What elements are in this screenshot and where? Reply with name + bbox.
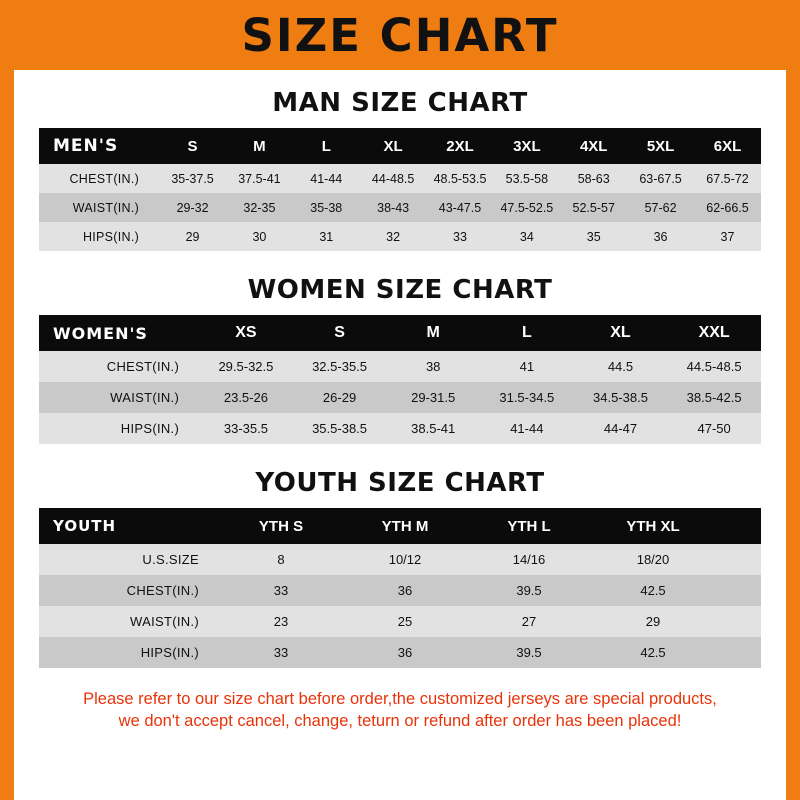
section-title-man: MAN SIZE CHART [272,88,528,118]
table-row [39,575,761,606]
table-row [39,222,761,251]
table-cell: 36 [653,229,668,244]
table-header-row [39,315,761,351]
table-header-cell: WOMEN'S [53,323,148,343]
table-row [39,413,761,444]
table-cell: 34.5-38.5 [593,390,648,405]
table-cell: 32-35 [243,200,276,215]
table-cell: 63-67.5 [639,171,682,186]
table-cell: 44-48.5 [371,171,415,186]
footer-note-line-2: we don't accept cancel, change, teturn or refund after order has been placed! [118,712,682,731]
table-cell: 67.5-72 [706,171,749,186]
table-cell: 35-37.5 [171,171,214,186]
table-header-cell: M [253,137,266,155]
table-header-cell: YOUTH [53,517,117,535]
row-label: CHEST(IN.) [106,359,180,374]
section-women [22,275,778,444]
row-label: HIPS(IN.) [140,645,199,660]
table-women [39,315,761,444]
table-row [39,637,761,668]
table-cell: 33 [453,229,467,244]
table-cell: 42.5 [640,645,666,660]
table-cell: 44.5-48.5 [686,359,742,374]
table-cell: 29-32 [176,200,209,215]
table-men [39,128,761,251]
table-header-spacer [715,508,761,544]
table-header-cell: 5XL [646,137,675,155]
table-cell: 39.5 [516,583,542,598]
row-label: HIPS(IN.) [82,229,140,244]
table-row [39,164,761,193]
table-cell: 34 [519,229,534,244]
table-header-cell: YTH S [258,517,304,535]
page-title: SIZE CHART [241,8,559,62]
table-cell: 37 [720,229,735,244]
table-cell: 47.5-52.5 [500,200,554,215]
row-label: U.S.SIZE [142,552,199,567]
table-cell: 39.5 [516,645,542,660]
table-cell: 23 [273,614,289,629]
section-youth [22,468,778,668]
table-cell: 35.5-38.5 [312,421,368,436]
table-cell: 37.5-41 [238,171,281,186]
table-cell: 30 [252,229,267,244]
table-cell: 44.5 [607,359,634,374]
table-cell: 25 [397,614,413,629]
row-label: WAIST(IN.) [130,614,199,629]
table-cell: 10/12 [388,552,422,567]
table-header-cell: 3XL [513,137,541,155]
table-cell: 29-31.5 [411,390,456,405]
table-header-cell: 6XL [713,137,742,155]
table-cell: 48.5-53.5 [433,171,487,186]
table-cell: 57-62 [644,200,677,215]
table-row [39,351,761,382]
table-header-cell: S [334,324,345,341]
table-cell: 47-50 [697,421,731,436]
table-cell: 35-38 [310,200,343,215]
row-label: HIPS(IN.) [120,421,180,436]
table-cell: 14/16 [512,552,546,567]
table-cell: 35 [586,229,601,244]
table-cell: 32.5-35.5 [312,359,368,374]
table-cell: 31 [319,229,334,244]
section-title-women: WOMEN SIZE CHART [247,275,553,305]
table-cell: 33-35.5 [223,421,268,436]
table-cell: 33 [273,645,289,660]
table-cell: 38 [425,359,441,374]
table-header-cell: S [187,137,198,155]
footer-note-line-1: Please refer to our size chart before order,the customized jerseys are special products, [83,690,717,708]
table-header-cell: L [521,324,532,341]
table-cell: 38.5-42.5 [686,390,742,405]
table-cell: 32 [386,229,401,244]
table-cell: 33 [273,583,289,598]
table-cell-spacer [715,637,761,668]
table-header-cell: MEN'S [53,136,119,156]
table-header-cell: YTH M [381,517,429,535]
section-title-youth: YOUTH SIZE CHART [255,468,545,498]
table-row [39,544,761,575]
table-cell: 27 [521,614,537,629]
table-header-cell: XL [610,324,631,341]
table-header-row [39,128,761,164]
row-label: WAIST(IN.) [72,200,140,215]
table-cell: 29 [185,229,200,244]
table-row [39,382,761,413]
table-header-cell: 4XL [579,137,608,155]
table-cell: 31.5-34.5 [499,390,555,405]
table-cell: 29 [645,614,661,629]
table-row [39,193,761,222]
table-cell-spacer [715,575,761,606]
table-cell: 18/20 [636,552,670,567]
row-label: CHEST(IN.) [69,171,140,186]
table-header-cell: YTH XL [626,517,680,535]
page-banner [0,0,800,70]
table-cell: 36 [397,583,413,598]
table-cell: 38.5-41 [411,421,456,436]
table-cell: 8 [277,552,285,567]
table-cell: 58-63 [577,171,610,186]
table-header-cell: M [426,324,440,341]
table-cell: 42.5 [640,583,666,598]
table-cell: 41-44 [310,171,343,186]
table-header-cell: L [321,137,331,155]
table-cell: 62-66.5 [706,200,749,215]
table-header-cell: XL [383,137,403,155]
table-header-cell: XS [235,324,257,341]
table-cell: 52.5-57 [572,200,615,215]
table-cell: 41-44 [510,421,544,436]
table-cell-spacer [715,544,761,575]
table-cell: 41 [519,359,535,374]
table-cell: 43-47.5 [438,200,482,215]
section-man [22,88,778,251]
table-header-row [39,508,761,544]
table-row [39,606,761,637]
table-cell: 36 [397,645,413,660]
table-cell: 23.5-26 [223,390,268,405]
table-cell: 44-47 [603,421,638,436]
table-cell-spacer [715,606,761,637]
row-label: WAIST(IN.) [110,390,180,405]
table-cell: 26-29 [322,390,357,405]
footer-note [26,688,774,733]
table-header-cell: XXL [698,324,730,341]
table-cell: 38-43 [377,200,410,215]
row-label: CHEST(IN.) [126,583,199,598]
table-cell: 29.5-32.5 [218,359,274,374]
table-header-cell: YTH L [507,517,551,535]
table-youth [39,508,761,668]
table-cell: 53.5-58 [505,171,549,186]
table-header-cell: 2XL [446,137,474,155]
